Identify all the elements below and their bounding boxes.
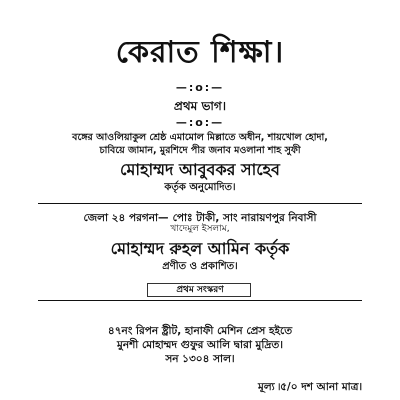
ornament-divider-mid: —:o:— (175, 116, 225, 129)
ornament-divider-top: —:o:— (175, 81, 225, 94)
district-label: জেলা ২৪ পরগনা— (83, 212, 169, 224)
printer-name: মুনশী মোহাম্মদ গুফুর আলি দ্বারা মুদ্রিত। (117, 339, 283, 351)
horizontal-rule-2 (38, 300, 362, 301)
address-line (0, 213, 400, 224)
press-address: ৪৭নং রিপন ষ্ট্রীট, হানাফী মেশিন প্রেস হইতে (107, 325, 293, 337)
price-text: মূল্য ৷৫/০ দশ আনা মাত্র। (258, 381, 363, 393)
approval-text: কর্তৃক অনুমোদিত। (164, 182, 236, 193)
published-text: প্রণীত ও প্রকাশিত। (162, 261, 238, 272)
address-rest: পোঃ টাকী, সাং নারায়ণপুর নিবাসী (172, 212, 317, 224)
author-name: মোহাম্মদ আবুবকর সাহেব (120, 160, 280, 179)
intro-line-1: বঙ্গের আওলিয়াকুল শ্রেষ্ঠ এমামোল মিল্লাতে অধীন, শায়খোল হোদা, (72, 132, 328, 143)
edition-label: প্রথম সংস্করণ (176, 285, 224, 295)
book-title: কেরাত শিক্ষা। (115, 35, 285, 70)
publisher-name: মোহাম্মদ রুহল আমিন কর্তৃক (110, 239, 290, 258)
publisher-note: খাদেমুল ইসলাম, (170, 224, 230, 234)
publication-year: সন ১৩০৪ সাল। (165, 353, 235, 365)
intro-line-2: চাবিয়ে জামান, মুরশিদে পীর জনাব মওলানা শাহ সুফী (99, 145, 301, 156)
part-label: প্রথম ভাগ। (173, 99, 227, 113)
horizontal-rule-1 (38, 203, 362, 204)
